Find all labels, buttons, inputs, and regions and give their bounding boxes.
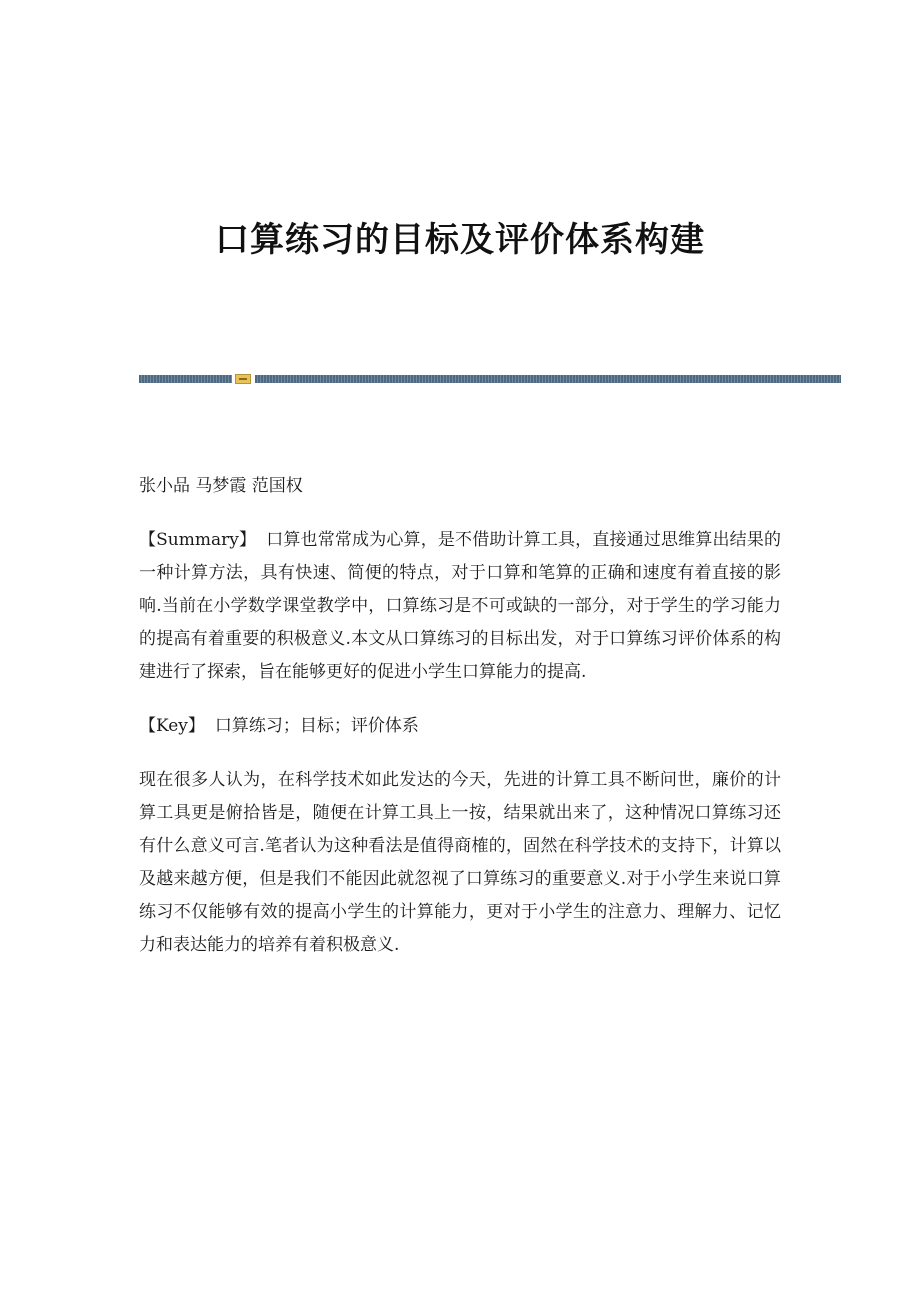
document-title: 口算练习的目标及评价体系构建 bbox=[215, 220, 705, 260]
divider-bar-right bbox=[255, 375, 841, 383]
body-paragraph: 现在很多人认为，在科学技术如此发达的今天，先进的计算工具不断问世，廉价的计算工具更是俯拾皆是，随便在计算工具上一按，结果就出来了，这种情况口算练习还有什么意义可言.笔者认为这种看法是值得商榷的，固然在科学技术的支持下，计算以及越来越方便，但是我们不能因此就忽视了口算练习的重要意义.对于小学生来说口算练习不仅能够有效的提高小学生的计算能力，更对于小学生的注意力、理解力、记忆力和表达能力的培养有着积极意义. bbox=[139, 770, 781, 955]
abstract-label: 【Summary】 bbox=[139, 530, 257, 550]
title-divider bbox=[139, 374, 841, 384]
divider-bar-left bbox=[139, 375, 232, 383]
keywords-paragraph bbox=[139, 710, 781, 743]
document-content bbox=[139, 470, 781, 962]
keywords-label: 【Key】 bbox=[139, 716, 205, 736]
abstract-text: 口算也常常成为心算，是不借助计算工具，直接通过思维算出结果的一种计算方法，具有快速、简便的特点，对于口算和笔算的正确和速度有着直接的影响.当前在小学数学课堂教学中，口算练习是不可或缺的一部分，对于学生的学习能力的提高有着重要的积极意义.本文从口算练习的目标出发，对于口算练习评价体系的构建进行了探索，旨在能够更好的促进小学生口算能力的提高. bbox=[139, 530, 782, 682]
keywords-text: 口算练习；目标；评价体系 bbox=[214, 716, 419, 736]
abstract-paragraph bbox=[139, 524, 781, 689]
authors-line: 张小品 马梦霞 范国权 bbox=[139, 476, 303, 496]
divider-ornament-icon bbox=[235, 374, 251, 384]
